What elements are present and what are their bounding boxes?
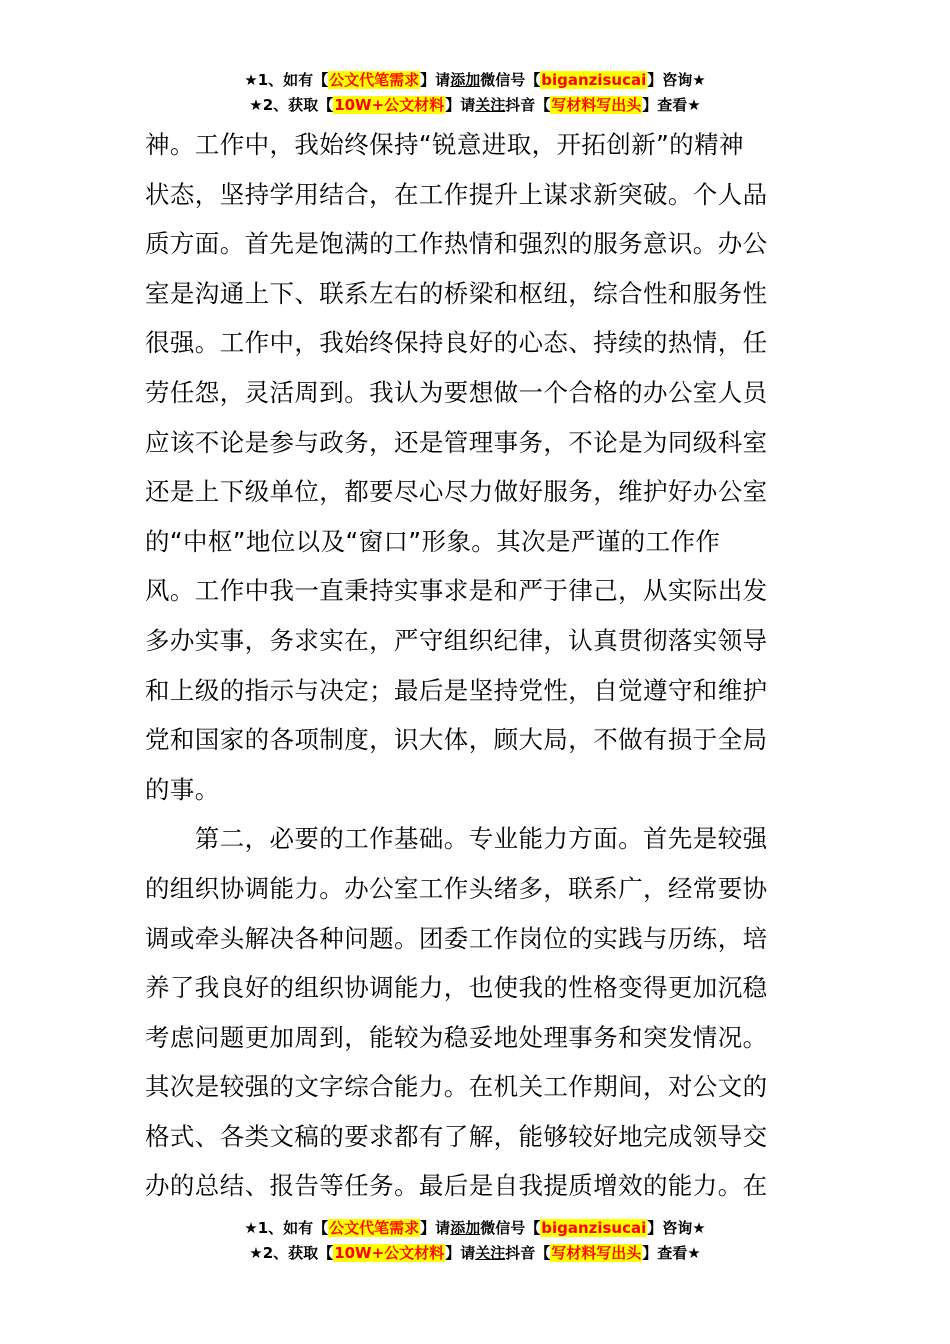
- banner-text: 】查看★: [642, 1244, 701, 1262]
- text-line: 应该不论是参与政务，还是管理事务，不论是为同级科室: [145, 427, 768, 457]
- banner-text: 抖音【: [505, 1244, 551, 1262]
- text-line: 的事。: [145, 774, 220, 804]
- highlight-service: 公文代笔需求: [329, 71, 420, 89]
- highlight-wechat-id: biganzisucai: [541, 71, 647, 89]
- banner-text: 】咨询★: [647, 71, 706, 89]
- highlight-materials: 10W+公文材料: [334, 1244, 445, 1262]
- paragraph-start-line: 第二，必要的工作基础。专业能力方面。首先是较强: [145, 824, 768, 854]
- banner-text: 】查看★: [642, 96, 701, 114]
- banner-text: ★2、获取【: [249, 1244, 334, 1262]
- banner-text: 】请: [420, 71, 451, 89]
- underlined-text: 关注: [475, 1244, 506, 1262]
- text-line: 风。工作中我一直秉持实事求是和严于律己，从实际出发: [145, 576, 768, 606]
- banner-line-1: [0, 1216, 950, 1241]
- banner-text: ★1、如有【: [244, 71, 329, 89]
- highlight-service: 公文代笔需求: [329, 1219, 420, 1237]
- header-banner: [0, 68, 950, 118]
- underlined-text: 添加: [450, 71, 481, 89]
- text-line: 养了我良好的组织协调能力，也使我的性格变得更加沉稳: [145, 973, 768, 1003]
- text-line: 多办实事，务求实在，严守组织纪律，认真贯彻落实领导: [145, 625, 768, 655]
- banner-line-2: [0, 93, 950, 118]
- text-line: 质方面。首先是饱满的工作热情和强烈的服务意识。办公: [145, 229, 768, 259]
- text-line: 状态，坚持学用结合，在工作提升上谋求新突破。个人品: [145, 179, 768, 209]
- banner-text: 微信号【: [480, 1219, 541, 1237]
- text-line: 的组织协调能力。办公室工作头绪多，联系广，经常要协: [145, 873, 768, 903]
- text-line: 和上级的指示与决定；最后是坚持党性，自觉遵守和维护: [145, 675, 768, 705]
- banner-line-2: [0, 1241, 950, 1266]
- banner-text: ★2、获取【: [249, 96, 334, 114]
- banner-text: ★1、如有【: [244, 1219, 329, 1237]
- underlined-text: 添加: [450, 1219, 481, 1237]
- banner-text: 】咨询★: [647, 1219, 706, 1237]
- text-line: 办的总结、报告等任务。最后是自我提质增效的能力。在: [145, 1171, 768, 1201]
- highlight-wechat-id: biganzisucai: [541, 1219, 647, 1237]
- banner-text: 】请: [445, 1244, 476, 1262]
- document-body: [145, 120, 810, 1211]
- highlight-douyin: 写材料写出头: [551, 1244, 642, 1262]
- text-line: 党和国家的各项制度，识大体，顾大局，不做有损于全局: [145, 725, 768, 755]
- text-line: 室是沟通上下、联系左右的桥梁和枢纽，综合性和服务性: [145, 278, 768, 308]
- banner-line-1: [0, 68, 950, 93]
- banner-text: 微信号【: [480, 71, 541, 89]
- text-line: 还是上下级单位，都要尽心尽力做好服务，维护好办公室: [145, 477, 768, 507]
- highlight-douyin: 写材料写出头: [551, 96, 642, 114]
- text-line: 的“中枢”地位以及“窗口”形象。其次是严谨的工作作: [145, 526, 721, 556]
- banner-text: 】请: [445, 96, 476, 114]
- text-line: 考虑问题更加周到，能较为稳妥地处理事务和突发情况。: [145, 1022, 768, 1052]
- highlight-materials: 10W+公文材料: [334, 96, 445, 114]
- text-line: 神。工作中，我始终保持“锐意进取，开拓创新”的精神: [145, 130, 744, 159]
- text-line: 很强。工作中，我始终保持良好的心态、持续的热情，任: [145, 328, 768, 358]
- banner-text: 抖音【: [505, 96, 551, 114]
- text-line: 劳任怨，灵活周到。我认为要想做一个合格的办公室人员: [145, 377, 768, 407]
- text-line: 调或牵头解决各种问题。团委工作岗位的实践与历练，培: [145, 923, 768, 953]
- text-line: 格式、各类文稿的要求都有了解，能够较好地完成领导交: [145, 1121, 768, 1151]
- footer-banner: [0, 1216, 950, 1266]
- underlined-text: 关注: [475, 96, 506, 114]
- banner-text: 】请: [420, 1219, 451, 1237]
- text-line: 其次是较强的文字综合能力。在机关工作期间，对公文的: [145, 1072, 768, 1102]
